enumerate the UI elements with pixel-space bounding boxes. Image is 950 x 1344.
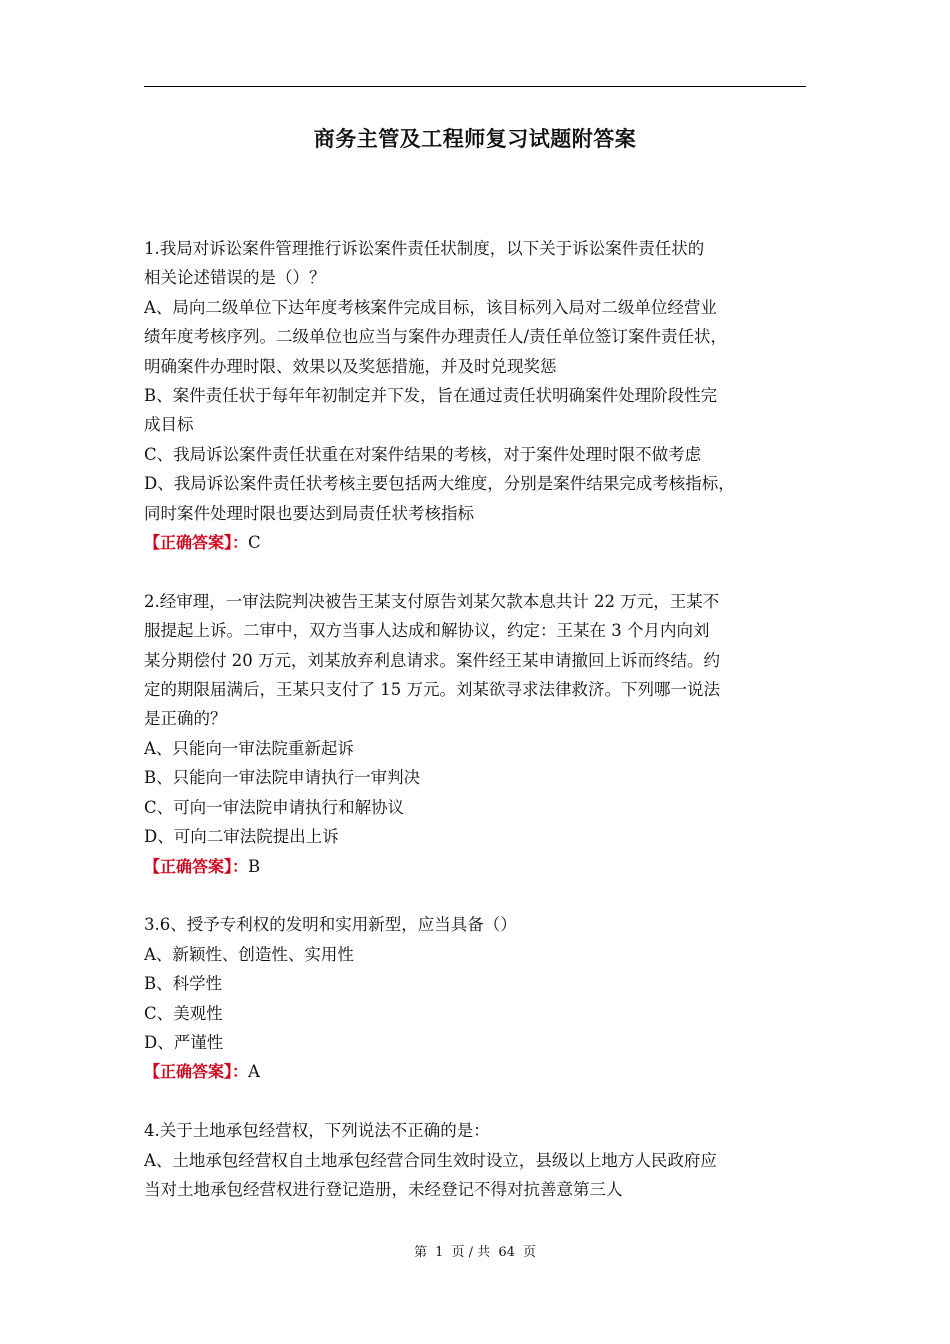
question-line: 3.6、授予专利权的发明和实用新型，应当具备（） bbox=[144, 915, 517, 935]
footer-middle: 页 / 共 bbox=[451, 1245, 491, 1260]
answer-label: 【正确答案】： bbox=[144, 533, 249, 553]
option-line: A、局向二级单位下达年度考核案件完成目标，该目标列入局对二级单位经营业 bbox=[144, 297, 717, 317]
question-1 bbox=[144, 234, 812, 557]
answer-row bbox=[144, 852, 812, 881]
total-page-count: 64 bbox=[498, 1245, 515, 1260]
question-2 bbox=[144, 587, 812, 881]
option-line: 明确案件办理时限、效果以及奖惩措施，并及时兑现奖惩 bbox=[144, 356, 557, 376]
option-line: 成目标 bbox=[144, 415, 194, 435]
question-list bbox=[144, 234, 812, 1234]
question-line: 2.经审理，一审法院判决被告王某支付原告刘某欠款本息共计 22 万元，王某不 bbox=[144, 591, 720, 611]
header-rule bbox=[144, 86, 806, 87]
question-line: 服提起上诉。二审中，双方当事人达成和解协议，约定：王某在 3 个月内向刘 bbox=[144, 621, 710, 641]
answer-row bbox=[144, 528, 812, 557]
answer-label: 【正确答案】： bbox=[144, 856, 249, 876]
option-line: 绩年度考核序列。二级单位也应当与案件办理责任人/责任单位签订案件责任状， bbox=[144, 327, 728, 347]
footer-prefix: 第 bbox=[413, 1245, 427, 1260]
option-line: C、我局诉讼案件责任状重在对案件结果的考核，对于案件处理时限不做考虑 bbox=[144, 444, 702, 464]
option-line: B、科学性 bbox=[144, 974, 223, 994]
option-line: A、土地承包经营权自土地承包经营合同生效时设立，县级以上地方人民政府应 bbox=[144, 1150, 717, 1170]
answer-value: C bbox=[248, 533, 261, 553]
option-line: D、可向二审法院提出上诉 bbox=[144, 827, 339, 847]
question-line: 相关论述错误的是（）？ bbox=[144, 268, 326, 288]
option-line: A、新颖性、创造性、实用性 bbox=[144, 944, 354, 964]
question-line: 4.关于土地承包经营权，下列说法不正确的是： bbox=[144, 1121, 490, 1141]
option-line: A、只能向一审法院重新起诉 bbox=[144, 738, 354, 758]
question-line: 某分期偿付 20 万元，刘某放弃利息请求。案件经王某申请撤回上诉而终结。约 bbox=[144, 650, 720, 670]
question-line: 1.我局对诉讼案件管理推行诉讼案件责任状制度，以下关于诉讼案件责任状的 bbox=[144, 239, 705, 258]
option-line: C、美观性 bbox=[144, 1003, 223, 1023]
question-line: 定的期限届满后，王某只支付了 15 万元。刘某欲寻求法律救济。下列哪一说法 bbox=[144, 680, 720, 700]
current-page-number: 1 bbox=[435, 1245, 444, 1260]
answer-label: 【正确答案】： bbox=[144, 1062, 249, 1082]
option-line: C、可向一审法院申请执行和解协议 bbox=[144, 797, 405, 817]
footer-suffix: 页 bbox=[523, 1245, 537, 1260]
question-line: 是正确的？ bbox=[144, 709, 227, 729]
document-title: 商务主管及工程师复习试题附答案 bbox=[313, 127, 637, 151]
option-line: 同时案件处理时限也要达到局责任状考核指标 bbox=[144, 503, 474, 523]
answer-value: A bbox=[248, 1062, 260, 1082]
option-line: B、案件责任状于每年年初制定并下发，旨在通过责任状明确案件处理阶段性完 bbox=[144, 386, 718, 406]
option-line: D、我局诉讼案件责任状考核主要包括两大维度，分别是案件结果完成考核指标， bbox=[144, 474, 735, 494]
question-4 bbox=[144, 1116, 812, 1204]
answer-value: B bbox=[248, 856, 261, 876]
answer-row bbox=[144, 1057, 812, 1086]
option-line: 当对土地承包经营权进行登记造册，未经登记不得对抗善意第三人 bbox=[144, 1179, 623, 1199]
option-line: D、严谨性 bbox=[144, 1032, 224, 1052]
page-footer bbox=[0, 1243, 950, 1263]
option-line: B、只能向一审法院申请执行一审判决 bbox=[144, 768, 421, 788]
question-3 bbox=[144, 910, 812, 1086]
